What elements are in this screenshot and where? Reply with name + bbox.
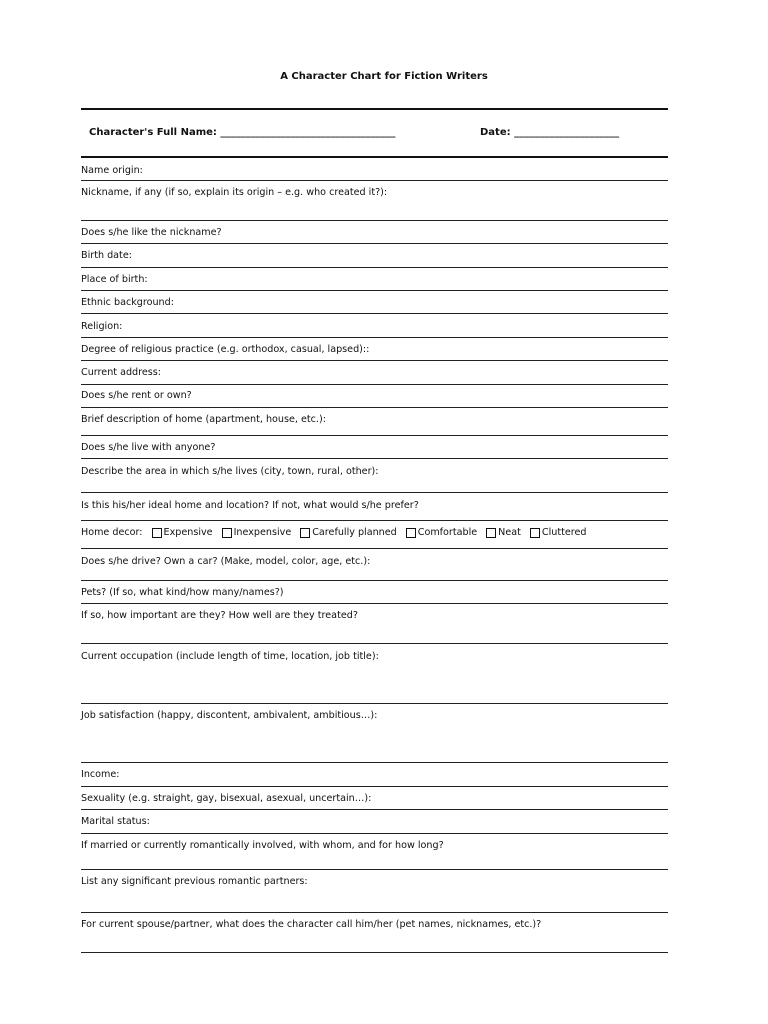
field-current-address[interactable]: [81, 367, 668, 385]
field-label: Birth date:: [81, 250, 132, 261]
header-bottom-rule: [81, 156, 668, 158]
checkbox-label: Neat: [498, 527, 521, 538]
checkbox-icon[interactable]: [222, 528, 232, 538]
field-label: Current occupation (include length of time, location, job title):: [81, 651, 379, 662]
checkbox-icon[interactable]: [406, 528, 416, 538]
field-label: Brief description of home (apartment, house, etc.):: [81, 414, 326, 425]
header-top-rule: [81, 108, 668, 110]
field-label: Sexuality (e.g. straight, gay, bisexual, asexual, uncertain…):: [81, 793, 372, 804]
field-rent-or-own[interactable]: [81, 390, 668, 408]
checkbox-inexpensive[interactable]: [222, 527, 292, 538]
field-label: Ethnic background:: [81, 297, 174, 308]
field-car[interactable]: [81, 556, 668, 581]
field-label: Place of birth:: [81, 274, 148, 285]
date-field[interactable]: Date: _____________________: [480, 127, 620, 138]
field-religion[interactable]: [81, 321, 668, 338]
field-label: For current spouse/partner, what does the character call him/her (pet names, nicknames, etc.)?: [81, 919, 542, 930]
field-pets[interactable]: [81, 587, 668, 604]
field-label: Does s/he rent or own?: [81, 390, 192, 401]
field-partner-pet-names[interactable]: [81, 919, 668, 953]
field-label: If so, how important are they? How well are they treated?: [81, 610, 358, 621]
field-home-description[interactable]: [81, 414, 668, 436]
checkbox-icon[interactable]: [530, 528, 540, 538]
checkbox-label: Comfortable: [417, 527, 478, 538]
field-label: Marital status:: [81, 816, 150, 827]
field-ethnic-background[interactable]: [81, 297, 668, 314]
field-label: Does s/he drive? Own a car? (Make, model, color, age, etc.):: [81, 556, 371, 567]
field-label: Job satisfaction (happy, discontent, ambivalent, ambitious…):: [81, 710, 378, 721]
field-label: Religion:: [81, 321, 123, 332]
field-current-occupation[interactable]: [81, 651, 668, 704]
field-lives-with[interactable]: [81, 442, 668, 459]
field-label: Name origin:: [81, 165, 143, 176]
checkbox-comfortable[interactable]: [406, 527, 477, 538]
checkbox-cluttered[interactable]: [530, 527, 587, 538]
field-label: Nickname, if any (if so, explain its origin – e.g. who created it?):: [81, 187, 388, 198]
field-label: Pets? (If so, what kind/how many/names?): [81, 587, 284, 598]
field-living-area[interactable]: [81, 466, 668, 493]
field-nickname[interactable]: [81, 187, 668, 221]
field-label: Degree of religious practice (e.g. orthodox, casual, lapsed)::: [81, 344, 370, 355]
checkbox-icon[interactable]: [152, 528, 162, 538]
field-likes-nickname[interactable]: [81, 227, 668, 244]
field-pet-importance[interactable]: [81, 610, 668, 644]
field-label: Does s/he like the nickname?: [81, 227, 222, 238]
field-label: Home decor:: [81, 527, 143, 538]
field-ideal-home[interactable]: [81, 500, 668, 521]
field-birth-date[interactable]: [81, 250, 668, 268]
field-label: Is this his/her ideal home and location? If not, what would s/he prefer?: [81, 500, 419, 511]
field-income[interactable]: [81, 769, 668, 787]
field-place-of-birth[interactable]: [81, 274, 668, 291]
checkbox-neat[interactable]: [486, 527, 521, 538]
field-previous-partners[interactable]: [81, 876, 668, 913]
checkbox-carefully-planned[interactable]: [300, 527, 397, 538]
field-label: Describe the area in which s/he lives (city, town, rural, other):: [81, 466, 379, 477]
checkbox-label: Carefully planned: [312, 527, 397, 538]
home-decor-options: [81, 527, 587, 538]
field-label: List any significant previous romantic partners:: [81, 876, 308, 887]
checkbox-label: Expensive: [163, 527, 213, 538]
checkbox-expensive[interactable]: [152, 527, 213, 538]
field-job-satisfaction[interactable]: [81, 710, 668, 763]
field-label: If married or currently romantically involved, with whom, and for how long?: [81, 840, 444, 851]
field-label: Does s/he live with anyone?: [81, 442, 216, 453]
field-name-origin[interactable]: [81, 165, 668, 181]
field-marital-status[interactable]: [81, 816, 668, 834]
field-home-decor: [81, 527, 668, 549]
checkbox-label: Inexpensive: [233, 527, 292, 538]
field-religious-practice[interactable]: [81, 344, 668, 361]
document-title: A Character Chart for Fiction Writers: [280, 71, 488, 82]
field-sexuality[interactable]: [81, 793, 668, 810]
checkbox-label: Cluttered: [541, 527, 587, 538]
header-fields: [89, 127, 664, 141]
checkbox-icon[interactable]: [300, 528, 310, 538]
field-label: Current address:: [81, 367, 162, 378]
field-label: Income:: [81, 769, 120, 780]
field-romantic-involvement[interactable]: [81, 840, 668, 870]
checkbox-icon[interactable]: [486, 528, 496, 538]
full-name-field[interactable]: Character's Full Name: ___________________________________: [89, 127, 396, 138]
